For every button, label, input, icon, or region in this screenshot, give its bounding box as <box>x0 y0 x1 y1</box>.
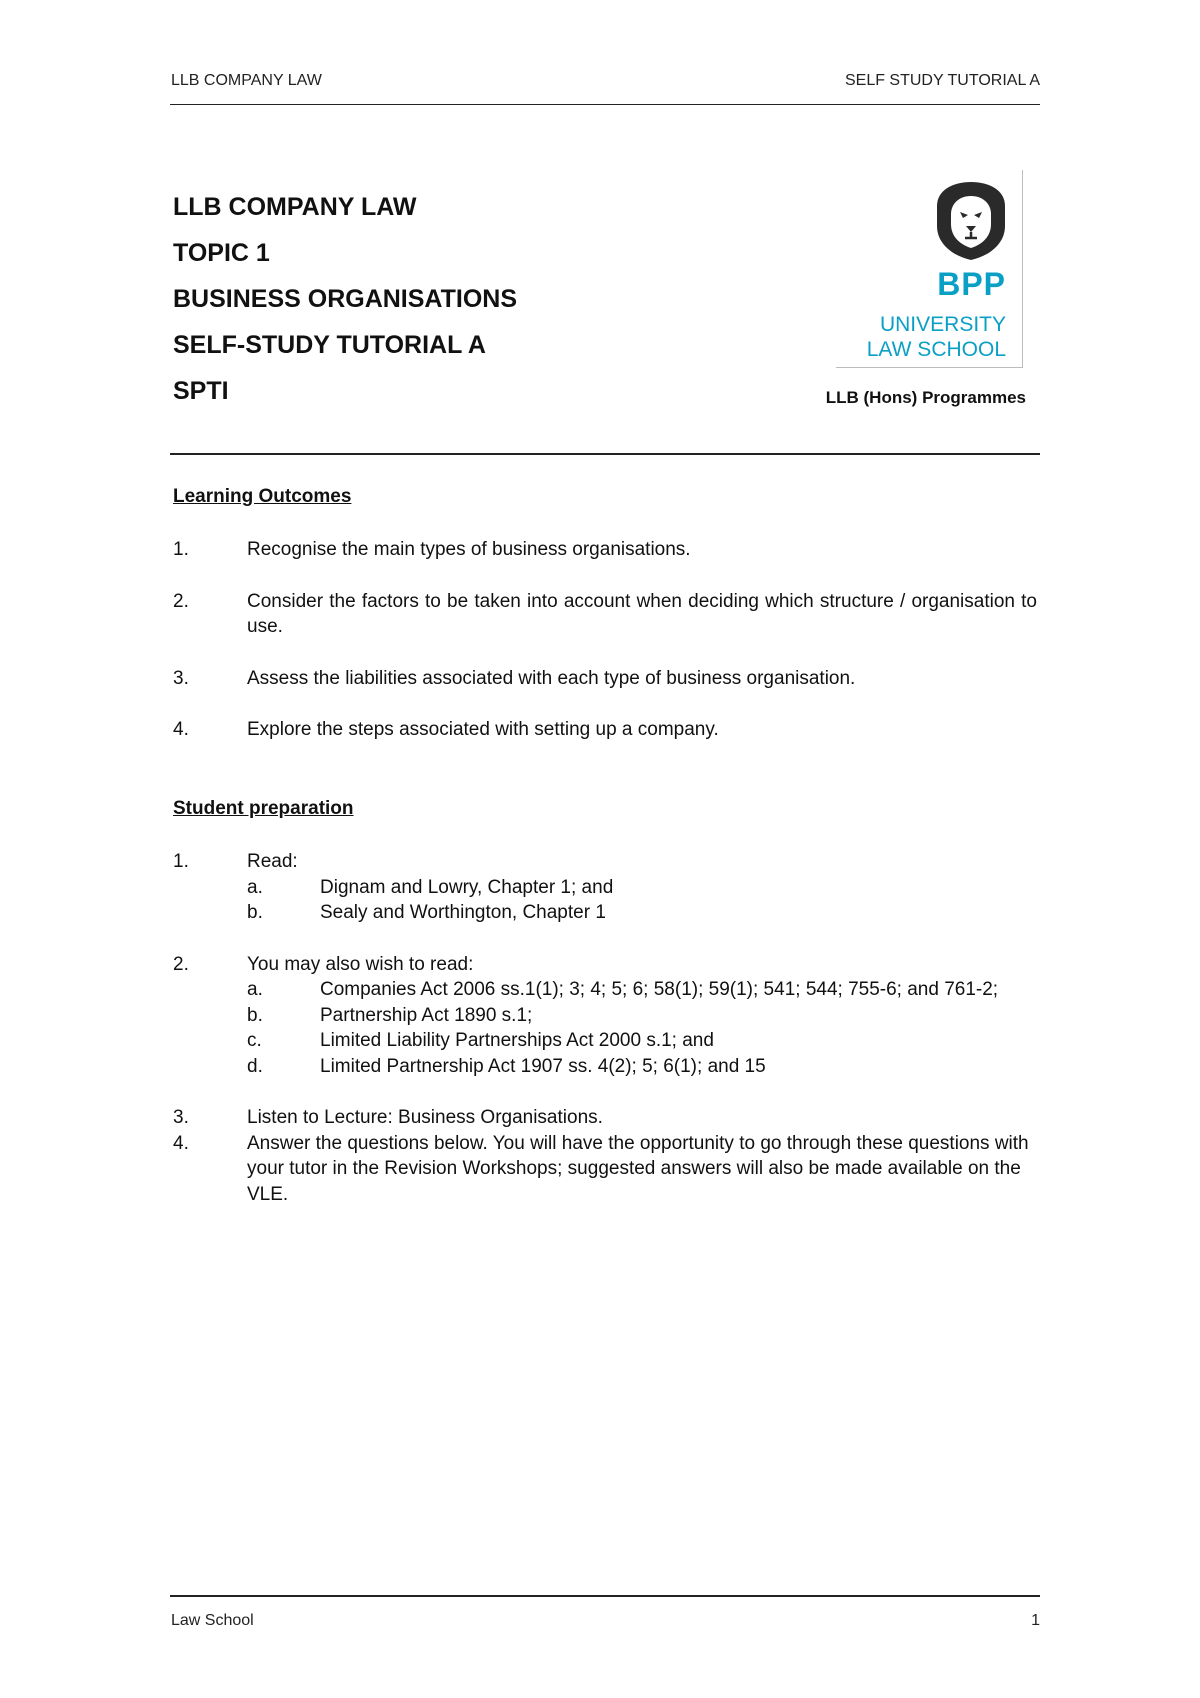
sub-item <box>247 1003 1037 1029</box>
programmes-label: LLB (Hons) Programmes <box>825 388 1026 407</box>
list-item <box>173 537 1037 563</box>
sub-item <box>247 1028 1037 1054</box>
logo-institution <box>867 312 1006 362</box>
item-text: Listen to Lecture: Business Organisations. <box>247 1107 603 1128</box>
sub-item-text: Limited Liability Partnerships Act 2000 s.1; and <box>320 1030 714 1051</box>
footer-divider <box>170 1595 1040 1597</box>
sub-item-letter: b. <box>247 1004 263 1026</box>
sub-item-text: Partnership Act 1890 s.1; <box>320 1004 533 1026</box>
page-footer <box>171 1612 1040 1630</box>
logo-line-1: UNIVERSITY <box>879 313 1006 336</box>
item-number: 2. <box>173 953 189 975</box>
header-divider <box>170 104 1040 105</box>
bpp-logo <box>836 170 1023 368</box>
title-subject: BUSINESS ORGANISATIONS <box>173 285 518 313</box>
item-text: Assess the liabilities associated with each type of business organisation. <box>247 667 856 689</box>
item-number: 3. <box>173 1107 189 1128</box>
sub-item <box>247 875 1037 901</box>
sub-item-text: Limited Partnership Act 1907 ss. 4(2); 5; 6(1); and 15 <box>320 1055 766 1077</box>
list-item <box>173 717 1037 743</box>
logo-brand: BPP <box>937 266 1006 302</box>
page-header <box>171 72 1040 90</box>
sub-item-text: Companies Act 2006 ss.1(1); 3; 4; 5; 6; 58(1); 59(1); 541; 544; 755-6; and 761-2; <box>320 979 999 1000</box>
item-number: 4. <box>173 1132 189 1154</box>
sub-item-letter: c. <box>247 1030 262 1051</box>
page-number: 1 <box>1031 1612 1040 1629</box>
sub-item-letter: a. <box>247 979 263 1000</box>
title-code: SPTI <box>173 377 229 405</box>
footer-left: Law School <box>171 1612 254 1629</box>
learning-outcomes-heading: Learning Outcomes <box>173 486 352 507</box>
list-item <box>173 849 1037 926</box>
item-text: Answer the questions below. You will have the opportunity to go through these questions with your tutor in the Revision Workshops; suggested answers will also be made available on the VLE. <box>247 1132 1029 1205</box>
item-text: You may also wish to read: <box>247 953 474 975</box>
list-item <box>173 666 1037 692</box>
lion-crest-icon <box>933 180 1009 262</box>
item-number: 4. <box>173 719 189 740</box>
item-text: Consider the factors to be taken into account when deciding which structure / organisation to use. <box>247 590 1037 637</box>
sub-item-letter: b. <box>247 902 263 923</box>
list-item <box>173 1131 1037 1208</box>
list-item <box>173 1105 1037 1131</box>
sub-item-text: Sealy and Worthington, Chapter 1 <box>320 902 606 923</box>
student-preparation-list <box>173 849 1037 1207</box>
item-text: Read: <box>247 851 298 872</box>
item-number: 3. <box>173 667 189 689</box>
learning-outcomes-list <box>173 537 1037 743</box>
logo-line-2: LAW SCHOOL <box>866 338 1006 361</box>
item-number: 1. <box>173 539 189 560</box>
title-tutorial: SELF-STUDY TUTORIAL A <box>173 331 486 359</box>
title-topic: TOPIC 1 <box>173 239 270 267</box>
list-item <box>173 952 1037 1080</box>
sub-item <box>247 900 1037 926</box>
item-text: Explore the steps associated with setting up a company. <box>247 719 719 740</box>
header-right: SELF STUDY TUTORIAL A <box>844 72 1040 89</box>
sub-item-letter: a. <box>247 876 263 898</box>
item-text: Recognise the main types of business organisations. <box>247 539 691 560</box>
sub-item-letter: d. <box>247 1055 263 1077</box>
item-number: 2. <box>173 590 189 612</box>
list-item <box>173 589 1037 640</box>
title-course: LLB COMPANY LAW <box>173 193 417 221</box>
section-divider <box>170 453 1040 455</box>
sub-item <box>247 977 1037 1003</box>
sub-item-text: Dignam and Lowry, Chapter 1; and <box>320 876 614 898</box>
title-block <box>173 184 517 414</box>
item-number: 1. <box>173 851 189 872</box>
sub-item <box>247 1054 1037 1080</box>
student-preparation-heading: Student preparation <box>173 798 354 819</box>
header-left: LLB COMPANY LAW <box>171 72 322 89</box>
